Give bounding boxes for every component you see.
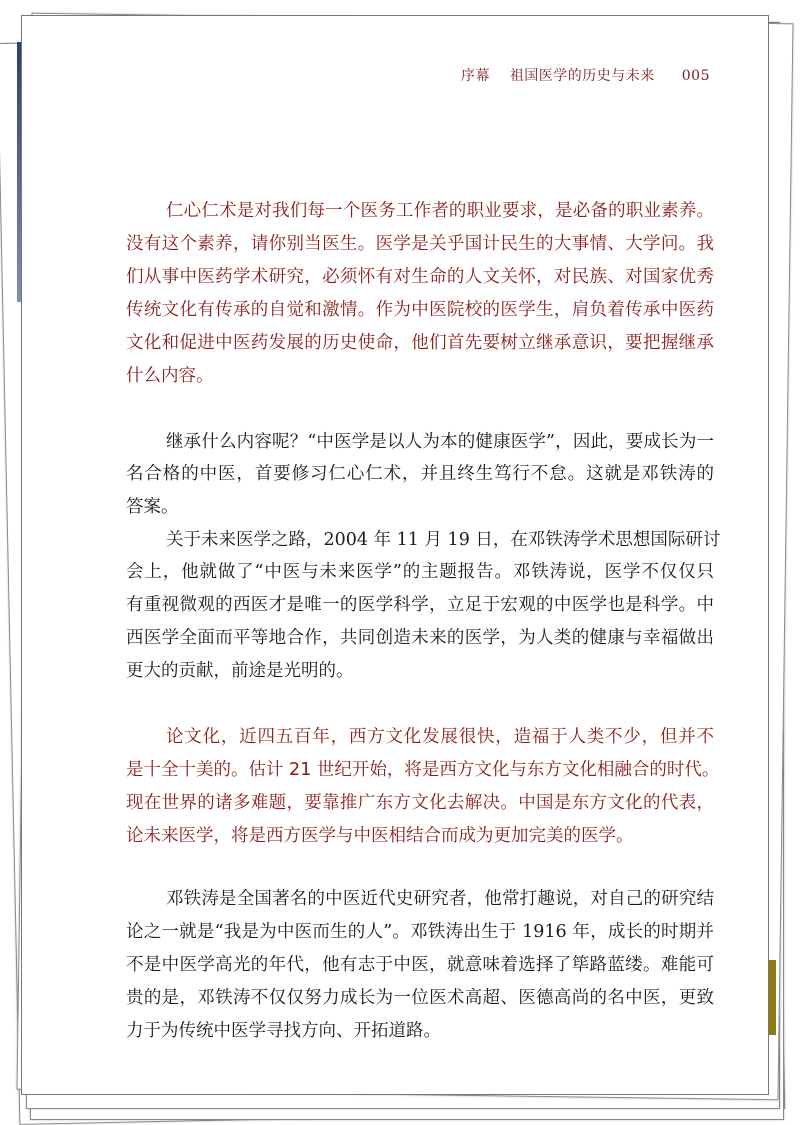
chapter-label: 序幕 — [461, 68, 490, 84]
text-line: 们从事中医药学术研究，必须怀有对生命的人文关怀，对民族、对国家优秀 — [126, 267, 714, 287]
text-line: 关于未来医学之路，2004 年 11 月 19 日，在邓铁涛学术思想国际研讨 — [166, 530, 721, 550]
text-line: 继承什么内容呢？“中医学是以人为本的健康医学”，因此，要成长为一 — [166, 432, 714, 452]
text-line: 现在世界的诸多难题，要靠推广东方文化去解决。中国是东方文化的代表， — [126, 793, 714, 813]
text-line: 名合格的中医，首要修习仁心仁术，并且终生笃行不怠。这就是邓铁涛的 — [126, 464, 714, 484]
text-line: 论未来医学，将是西方医学与中医相结合而成为更加完美的医学。 — [126, 826, 634, 846]
text-line: 力于为传统中医学寻找方向、开拓道路。 — [126, 1021, 441, 1041]
text-line: 仁心仁术是对我们每一个医务工作者的职业要求，是必备的职业素养。 — [166, 201, 714, 221]
running-header — [461, 65, 710, 85]
text-line: 更大的贡献，前途是光明的。 — [126, 661, 354, 681]
cover-edge-strip — [769, 960, 776, 1035]
text-line: 贵的是，邓铁涛不仅仅努力成长为一位医术高超、医德高尚的名中医，更致 — [126, 988, 714, 1008]
text-line: 会上，他就做了“中医与未来医学”的主题报告。邓铁涛说，医学不仅仅只 — [126, 562, 714, 582]
text-line: 没有这个素养，请你别当医生。医学是关乎国计民生的大事情、大学问。我 — [126, 234, 714, 254]
text-line: 论之一就是“我是为中医而生的人”。邓铁涛出生于 1916 年，成长的时期并 — [126, 922, 714, 942]
chapter-title: 祖国医学的历史与未来 — [509, 68, 655, 84]
text-line: 论文化，近四五百年，西方文化发展很快，造福于人类不少，但并不 — [166, 727, 714, 747]
text-line: 不是中医学高光的年代，他有志于中医，就意味着选择了筚路蓝缕。难能可 — [126, 955, 714, 975]
text-line: 传统文化有传承的自觉和激情。作为中医院校的医学生，肩负着传承中医药 — [126, 300, 714, 320]
text-line: 有重视微观的西医才是唯一的医学科学，立足于宏观的中医学也是科学。中 — [126, 595, 714, 615]
text-line: 是十全十美的。估计 21 世纪开始，将是西方文化与东方文化相融合的时代。 — [126, 760, 720, 780]
book-page — [21, 15, 769, 1095]
text-line: 文化和促进中医药发展的历史使命，他们首先要树立继承意识，要把握继承 — [126, 333, 714, 353]
text-line: 什么内容。 — [126, 366, 214, 386]
page-number: 005 — [681, 68, 710, 84]
text-line: 答案。 — [126, 497, 179, 517]
text-line: 邓铁涛是全国著名的中医近代史研究者，他常打趣说，对自己的研究结 — [166, 889, 714, 909]
text-line: 西医学全面而平等地合作，共同创造未来的医学，为人类的健康与幸福做出 — [126, 628, 714, 648]
